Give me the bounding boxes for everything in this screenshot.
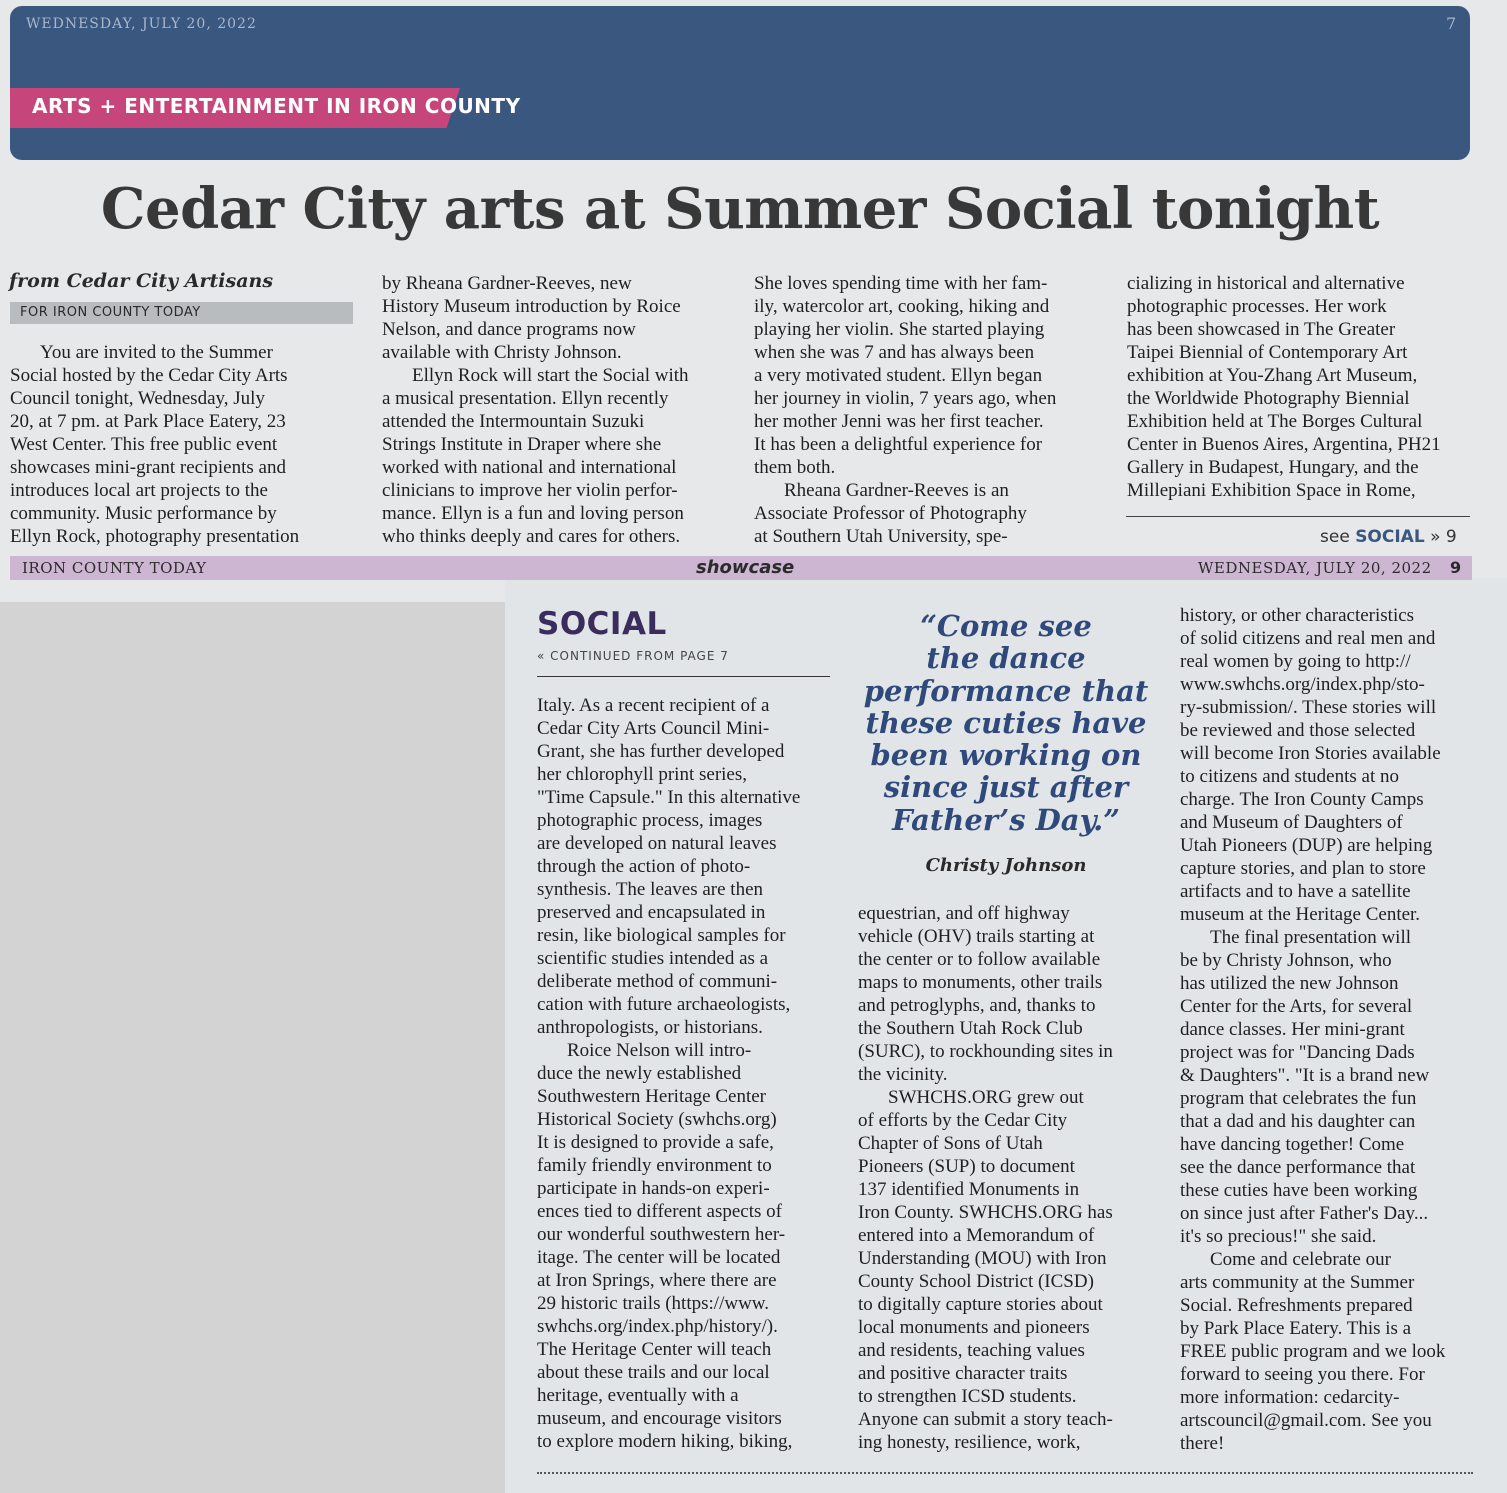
paragraph: cializing in historical and alternative photographic processes. Her work has been showcased in The Greater Taipei Biennial of Contemporary Art exhibition at You-Zhang Art Museum, the Worldwide Photography Biennial Exhibition held at The Borges Cultural Center in Buenos Aires, Argentina, PH21 Gallery in Budapest, Hungary, and the Millepiani Exhibition Space in Rome, <box>1127 273 1441 501</box>
section-label: ARTS + ENTERTAINMENT IN IRON COUNTY <box>32 94 521 118</box>
paragraph: You are invited to the Summer Social hosted by the Cedar City Arts Council tonight, Wednesday, July 20, at 7 pm. at Park Place Eatery, 23 West Center. This free public event showcases mini-grant recipients and introduces local art projects to the community. Music performance by Ellyn Rock, photography presentation <box>10 342 300 547</box>
paragraph: SWHCHS.ORG grew out of efforts by the Cedar City Chapter of Sons of Utah Pioneers (SUP) to document 137 identified Monuments in Iron County. SWHCHS.ORG has entered into a Memorandum of Understanding (MOU) with Iron County School District (ICSD) to digitally capture stories about local monuments and pioneers and residents, teaching values and positive character traits to strengthen ICSD students. Anyone can submit a story teach- ing honesty, resilience, work, <box>858 1087 1113 1453</box>
footer-page-number: 9 <box>1450 558 1462 577</box>
paragraph: Ellyn Rock will start the Social with a musical presentation. Ellyn recently attended the Intermountain Suzuki Strings Institute in Draper where she worked with national and international clinicians to improve her violin perfor- mance. Ellyn is a fun and loving person who thinks deeply and cares for others. <box>382 365 689 547</box>
paragraph: The final presentation will be by Christy Johnson, who has utilized the new Johnson Center for the Arts, for several dance classes. Her mini-grant project was for "Dancing Dads & Daughters". "It is a brand new program that celebrates the fun that a dad and his daughter can have dancing together! Come see the dance performance that these cuties have been working on since just after Father's Day... it's so precious!" she said. <box>1180 927 1430 1247</box>
jump-keyword: SOCIAL <box>1355 527 1425 547</box>
column-end-rule <box>1126 516 1470 517</box>
article-column-2 <box>382 272 732 548</box>
footer-date: WEDNESDAY, JULY 20, 2022 <box>1198 559 1432 577</box>
paragraph: She loves spending time with her fam- ily, watercolor art, cooking, hiking and playing her violin. She started playing when she was 7 and has always been a very motivated student. Ellyn began her journey in violin, 7 years ago, when her mother Jenni was her first teacher. It has been a delightful experience for them both. <box>754 273 1057 478</box>
jump-line <box>1320 527 1457 547</box>
paragraph: Rheana Gardner-Reeves is an Associate Professor of Photography at Southern Utah University, spe- <box>754 480 1027 547</box>
paragraph: by Rheana Gardner-Reeves, new History Museum introduction by Roice Nelson, and dance programs now available with Christy Johnson. <box>382 273 681 363</box>
jump-prefix: see <box>1320 527 1350 547</box>
continued-label: « CONTINUED FROM PAGE 7 <box>537 649 729 663</box>
paragraph: Come and celebrate our arts community at the Summer Social. Refreshments prepared by Park Place Eatery. This is a FREE public program and we look forward to seeing you there. For more information: cedarcity- artscouncil@gmail.com. See you there! <box>1180 1249 1446 1454</box>
article-column-1 <box>10 341 355 548</box>
jump-page: » 9 <box>1430 527 1457 547</box>
masthead-date: WEDNESDAY, JULY 20, 2022 <box>26 16 257 32</box>
masthead-page-number: 7 <box>1446 14 1457 33</box>
article-column-3 <box>754 272 1104 548</box>
paragraph: Italy. As a recent recipient of a Cedar City Arts Council Mini- Grant, she has further developed her chlorophyll print series, "Time Capsule." In this alternative photographic process, images are developed on natural leaves through the action of photo- synthesis. The leaves are then preserved and encapsulated in resin, like biological samples for scientific studies intended as a deliberate method of communi- cation with future archaeologists, anthropologists, or historians. <box>537 695 801 1038</box>
continued-rule <box>537 676 830 677</box>
continuation-heading: SOCIAL <box>537 606 667 642</box>
article-credit: FOR IRON COUNTY TODAY <box>20 305 201 320</box>
continuation-column-3 <box>1180 604 1490 1455</box>
article-column-4 <box>1127 272 1477 502</box>
page-bottom-rule <box>537 1472 1473 1474</box>
paragraph: Roice Nelson will intro- duce the newly established Southwestern Heritage Center Historical Society (swhchs.org) It is designed to provide a safe, family friendly environment to participate in hands-on experi- ences tied to different aspects of our wonderful southwestern her- itage. The center will be located at Iron Springs, where there are 29 historic trails (https://www. swhchs.org/index.php/history/). The Heritage Center will teach about these trails and our local heritage, eventually with a museum, and encourage visitors to explore modern hiking, biking, <box>537 1040 793 1452</box>
footer-section: showcase <box>696 557 795 578</box>
paragraph: equestrian, and off highway vehicle (OHV) trails starting at the center or to follow available maps to monuments, other trails and petroglyphs, and, thanks to the Southern Utah Rock Club (SURC), to rockhounding sites in the vicinity. <box>858 903 1113 1085</box>
pull-quote: “Come see the dance performance that these cuties have been working on since just after Father’s Day.” <box>863 609 1149 837</box>
article-headline: Cedar City arts at Summer Social tonight <box>100 176 1380 242</box>
footer-publication: IRON COUNTY TODAY <box>22 559 207 577</box>
pull-quote-attribution: Christy Johnson <box>925 855 1087 876</box>
article-byline: from Cedar City Artisans <box>9 270 274 292</box>
continuation-column-1 <box>537 694 847 1453</box>
continuation-column-2 <box>858 902 1168 1454</box>
paragraph: history, or other characteristics of solid citizens and real men and real women by going to http:// www.swhchs.org/index.php/sto- ry-submission/. These stories will be reviewed and those selected will become Iron Stories available to citizens and students at no charge. The Iron County Camps and Museum of Daughters of Utah Pioneers (DUP) are helping capture stories, and plan to store artifacts and to have a satellite museum at the Heritage Center. <box>1180 605 1441 925</box>
